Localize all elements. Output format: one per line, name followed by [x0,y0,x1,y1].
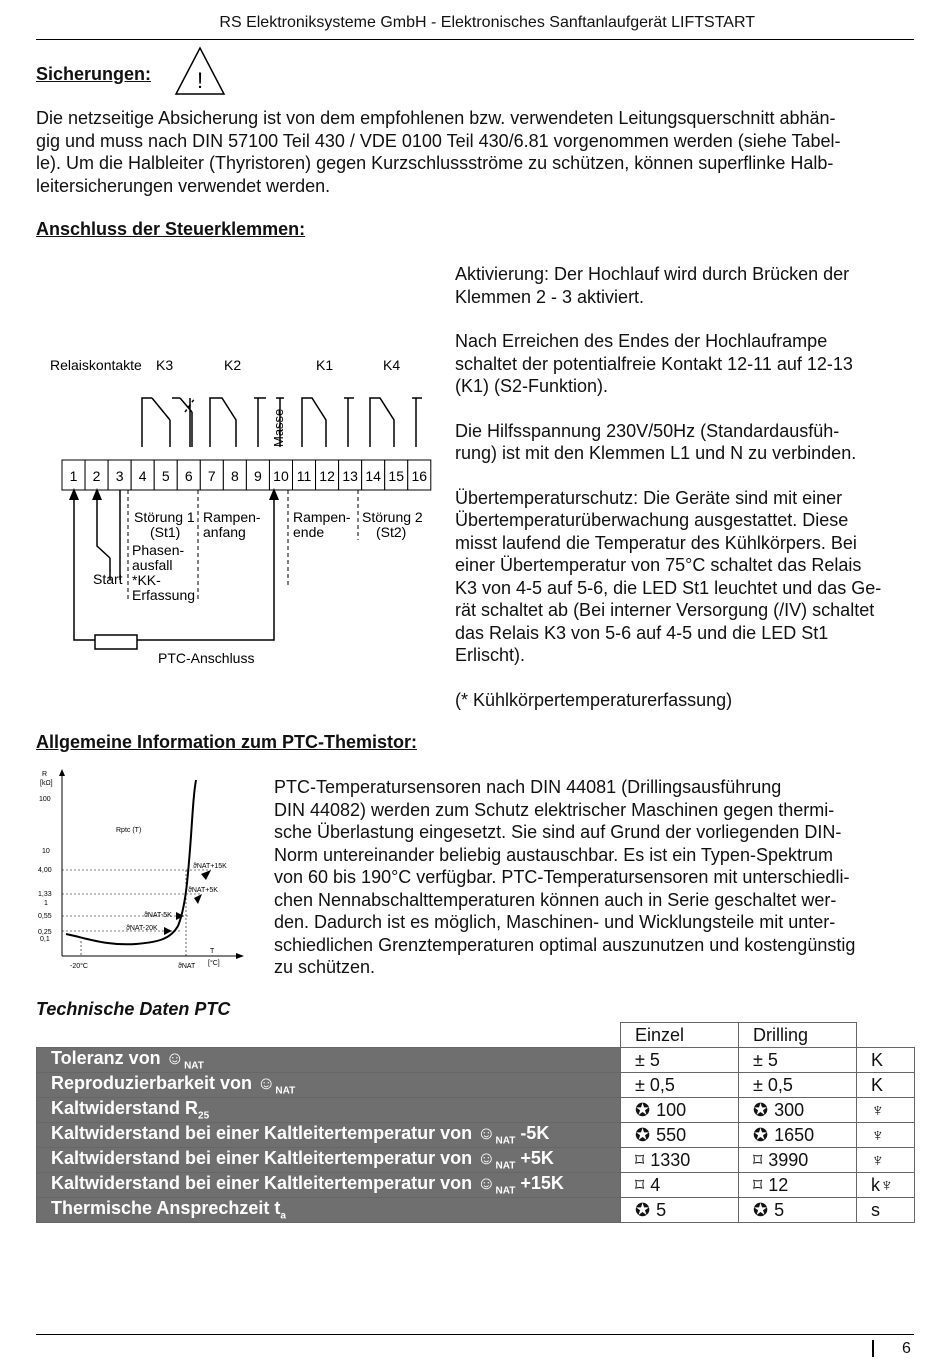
sicherungen-text [36,107,914,197]
svg-text:K1: K1 [316,357,334,373]
value-drilling: 300 [774,1099,805,1120]
blank-header-cell [37,1023,621,1048]
paragraph-uebertemperatur [455,487,915,667]
row-label-subscript: NAT [495,1160,516,1172]
row-label-suffix: +5K [515,1148,554,1169]
text-line: von 60 bis 190°C verfügbar. PTC-Temperatursensoren mit unterschiedli- [274,867,850,887]
svg-text:(St2): (St2) [376,524,407,540]
terminal-number: 13 [342,468,358,484]
svg-text:(St1): (St1) [150,524,181,540]
svg-text:Rptc (T): Rptc (T) [116,827,142,834]
svg-text:Masse: Masse [271,408,286,447]
blank-header-cell [857,1023,915,1048]
column-header-einzel: Einzel [621,1023,739,1048]
table-row [37,1123,915,1148]
svg-text:K4: K4 [383,357,401,373]
value-symbol: ⌑ [635,1174,645,1195]
value-drilling: 12 [768,1174,789,1195]
terminal-number: 2 [92,468,101,484]
ptc-heading: Allgemeine Information zum PTC-Themistor: [36,732,418,752]
text-line: einer Übertemperatur von 75°C schaltet das Relais [455,555,862,575]
terminal-number: 7 [207,468,216,484]
svg-text:Störung 1: Störung 1 [134,509,195,525]
svg-text:4,00: 4,00 [38,867,52,874]
cell-drilling [739,1198,857,1223]
terminal-number: 10 [273,468,289,484]
svg-text:Erfassung: Erfassung [132,587,196,603]
cell-drilling [739,1073,857,1098]
table-row [37,1173,915,1198]
cell-drilling [739,1048,857,1073]
footer-divider [872,1340,874,1357]
warning-icon [174,46,226,96]
text-line: sche Überlastung eingesetzt. Sie sind auf Grund der vorliegenden DIN- [274,822,842,842]
value-einzel: 4 [650,1174,661,1195]
terminal-wiring-diagram [40,350,440,670]
paragraph-hochlauframpe [455,330,915,398]
cell-unit: K [857,1048,915,1073]
text-line: schaltet der potentialfreie Kontakt 12-11 auf 12-13 [455,353,853,374]
value-einzel: ± 0,5 [635,1074,675,1095]
terminal-number: 3 [115,468,124,484]
row-label-subscript: NAT [275,1085,296,1097]
row-label [37,1073,621,1098]
svg-text:1,33: 1,33 [38,891,52,898]
text-line: DIN 44082) werden zum Schutz elektrischer Maschinen gegen thermi- [274,799,835,820]
value-einzel: 100 [656,1099,687,1120]
value-drilling: 5 [774,1199,785,1220]
value-drilling: ± 5 [753,1049,778,1070]
row-label-subscript: 25 [198,1110,210,1122]
svg-text:ende: ende [293,524,325,540]
svg-text:10: 10 [42,848,50,855]
svg-text:ausfall: ausfall [132,557,173,573]
row-label-text: Toleranz von ☺ [51,1048,185,1069]
svg-text:*KK-: *KK- [132,572,161,588]
text-line: rät schaltet ab (Bei interner Versorgung (/IV) schaltet [455,600,875,620]
text-line: misst laufend die Temperatur des Kühlkörpers. Bei [455,532,857,553]
svg-text:1: 1 [44,900,48,907]
svg-text:0,25: 0,25 [38,929,52,936]
paragraph-aktivierung [455,263,915,308]
row-label [37,1123,621,1148]
anschluss-heading: Anschluss der Steuerklemmen: [36,219,306,239]
cell-einzel [621,1098,739,1123]
cell-drilling [739,1173,857,1198]
paragraph-footnote [455,689,915,712]
row-label [37,1098,621,1123]
terminal-strip [62,460,431,490]
terminal-number: 4 [138,468,147,484]
svg-text:Störung 2: Störung 2 [362,509,423,525]
ptc-characteristic-graph [36,766,272,976]
row-label [37,1198,621,1223]
row-label-subscript: NAT [184,1060,204,1072]
text-line: Aktivierung: Der Hochlauf wird durch Brücken der [455,264,850,284]
row-label-subscript: NAT [495,1185,516,1197]
svg-text:K2: K2 [224,357,242,373]
text-line: rung) ist mit den Klemmen L1 und N zu verbinden. [455,443,857,463]
cell-einzel [621,1148,739,1173]
cell-unit: ♆ [857,1148,915,1173]
text-line: (K1) (S2-Funktion). [455,376,609,396]
svg-text:Start: Start [93,571,123,587]
svg-text:Rampen-: Rampen- [293,509,351,525]
cell-einzel [621,1198,739,1223]
row-label [37,1048,621,1073]
svg-text:0,1: 0,1 [40,936,50,943]
svg-text:-20°C: -20°C [70,963,88,970]
text-line: zu schützen. [274,957,376,977]
terminal-number: 11 [296,468,312,484]
text-line: PTC-Temperatursensoren nach DIN 44081 (Drillingsausführung [274,777,782,797]
svg-text:[kΩ]: [kΩ] [40,780,53,787]
terminal-number: 1 [69,468,78,484]
svg-text:T: T [210,948,215,955]
text-line: chen Nennabschalttemperaturen können auch in Serie geschaltet wer- [274,889,837,910]
row-label [37,1173,621,1198]
row-label-text: Kaltwiderstand bei einer Kaltleitertemperatur von ☺ [51,1173,496,1194]
table-row [37,1073,915,1098]
svg-text:Relaiskontakte: Relaiskontakte [50,357,142,373]
tech-heading: Technische Daten PTC [36,999,231,1019]
svg-text:PTC-Anschluss: PTC-Anschluss [158,650,255,666]
svg-text:!: ! [196,68,204,93]
anschluss-text [455,263,915,711]
cell-drilling [739,1148,857,1173]
cell-unit: K [857,1073,915,1098]
svg-text:Phasen-: Phasen- [132,542,185,558]
svg-text:0,55: 0,55 [38,913,52,920]
value-symbol: ✪ [635,1124,651,1145]
svg-text:K3: K3 [156,357,174,373]
header-rule [36,39,914,40]
page-number: 6 [902,1340,911,1357]
value-drilling: ± 0,5 [753,1074,793,1095]
row-label-text: Reproduzierbarkeit von ☺ [51,1073,276,1094]
tech-data-table [36,1022,915,1223]
text-line: le). Um die Halbleiter (Thyristoren) gegen Kurzschlussströme zu schützen, können superflinke Halb- [36,153,834,173]
value-einzel: ± 5 [635,1049,660,1070]
cell-einzel [621,1073,739,1098]
value-symbol: ⌑ [753,1174,763,1195]
row-label-text: Kaltwiderstand R [51,1098,199,1119]
value-einzel: 5 [656,1199,667,1220]
row-label-text: Thermische Ansprechzeit t [51,1198,281,1219]
cell-einzel [621,1048,739,1073]
text-line: Die Hilfsspannung 230V/50Hz (Standardausfüh- [455,420,840,441]
column-header-drilling: Drilling [739,1023,857,1048]
value-symbol: ✪ [635,1199,651,1220]
value-einzel: 1330 [650,1149,691,1170]
value-symbol: ✪ [753,1199,769,1220]
svg-text:anfang: anfang [203,524,246,540]
text-line: Erlischt). [455,645,526,665]
terminal-number: 15 [388,468,405,484]
cell-unit: ♆ [857,1098,915,1123]
value-symbol: ✪ [753,1099,769,1120]
page-header: RS Elektroniksysteme GmbH - Elektronisches Sanftanlaufgerät LIFTSTART [219,14,755,31]
text-line: (* Kühlkörpertemperaturerfassung) [455,689,733,710]
cell-unit: k♆ [857,1173,915,1198]
cell-unit: ♆ [857,1123,915,1148]
value-symbol: ✪ [753,1124,769,1145]
row-label-suffix: +15K [515,1173,564,1194]
text-line: K3 von 4-5 auf 5-6, die LED St1 leuchtet und das Ge- [455,577,882,598]
table-row [37,1148,915,1173]
text-line: gig und muss nach DIN 57100 Teil 430 / VDE 0100 Teil 430/6.81 vorgenommen werden (siehe Tabel- [36,130,841,151]
terminal-number: 8 [230,468,239,484]
row-label [37,1148,621,1173]
text-line: Übertemperaturüberwachung ausgestattet. Diese [455,510,849,530]
ptc-description [274,776,913,979]
svg-text:[°C]: [°C] [208,960,220,967]
table-row [37,1198,915,1223]
cell-einzel [621,1173,739,1198]
footer-rule [36,1334,914,1335]
row-label-suffix: -5K [515,1123,550,1144]
terminal-number: 12 [319,468,335,484]
value-symbol: ⌑ [753,1149,763,1170]
text-line: schiedlichen Grenztemperaturen optimal auszunutzen und kostengünstig [274,934,856,955]
cell-einzel [621,1123,739,1148]
text-line: Übertemperaturschutz: Die Geräte sind mit einer [455,487,843,508]
cell-unit: s [857,1198,915,1223]
terminal-number: 6 [184,468,193,484]
text-line: Klemmen 2 - 3 aktiviert. [455,286,645,307]
text-line: Nach Erreichen des Endes der Hochlauframpe [455,331,828,351]
text-line: Norm untereinander beliebig austauschbar. Es ist ein Typen-Spektrum [274,844,833,865]
value-einzel: 550 [656,1124,687,1145]
row-label-subscript: NAT [495,1135,516,1147]
cell-drilling [739,1098,857,1123]
svg-text:ϑNAT+15K: ϑNAT+15K [193,863,227,870]
svg-text:ϑNAT-20K: ϑNAT-20K [126,925,158,932]
row-label-text: Kaltwiderstand bei einer Kaltleitertemperatur von ☺ [51,1123,496,1144]
value-symbol: ⌑ [635,1149,645,1170]
value-drilling: 1650 [774,1124,815,1145]
svg-text:ϑNAT+5K: ϑNAT+5K [188,887,218,894]
value-drilling: 3990 [768,1149,809,1170]
text-line: Die netzseitige Absicherung ist von dem empfohlenen bzw. verwendeten Leitungsquerschnitt abhän- [36,108,836,128]
table-header-row [37,1023,915,1048]
row-label-subscript: a [280,1210,286,1222]
text-line: den. Dadurch ist es möglich, Maschinen- und Wicklungsteile mit unter- [274,912,836,932]
cell-drilling [739,1123,857,1148]
text-line: das Relais K3 von 5-6 auf 4-5 und die LED St1 [455,622,829,643]
sicherungen-heading: Sicherungen: [36,64,152,84]
terminal-number: 9 [254,468,262,484]
terminal-number: 5 [161,468,170,484]
table-row [37,1048,915,1073]
terminal-number: 16 [411,468,428,484]
row-label-text: Kaltwiderstand bei einer Kaltleitertemperatur von ☺ [51,1148,496,1169]
value-symbol: ✪ [635,1099,651,1120]
svg-text:100: 100 [39,796,51,803]
terminal-number: 14 [365,468,381,484]
svg-text:ϑNAT: ϑNAT [178,963,196,970]
svg-text:ϑNAT-5K: ϑNAT-5K [144,912,172,919]
text-line: leitersicherungen verwendet werden. [36,175,331,196]
svg-text:R: R [42,771,48,778]
paragraph-hilfsspannung [455,420,915,465]
table-row [37,1098,915,1123]
svg-text:Rampen-: Rampen- [203,509,261,525]
